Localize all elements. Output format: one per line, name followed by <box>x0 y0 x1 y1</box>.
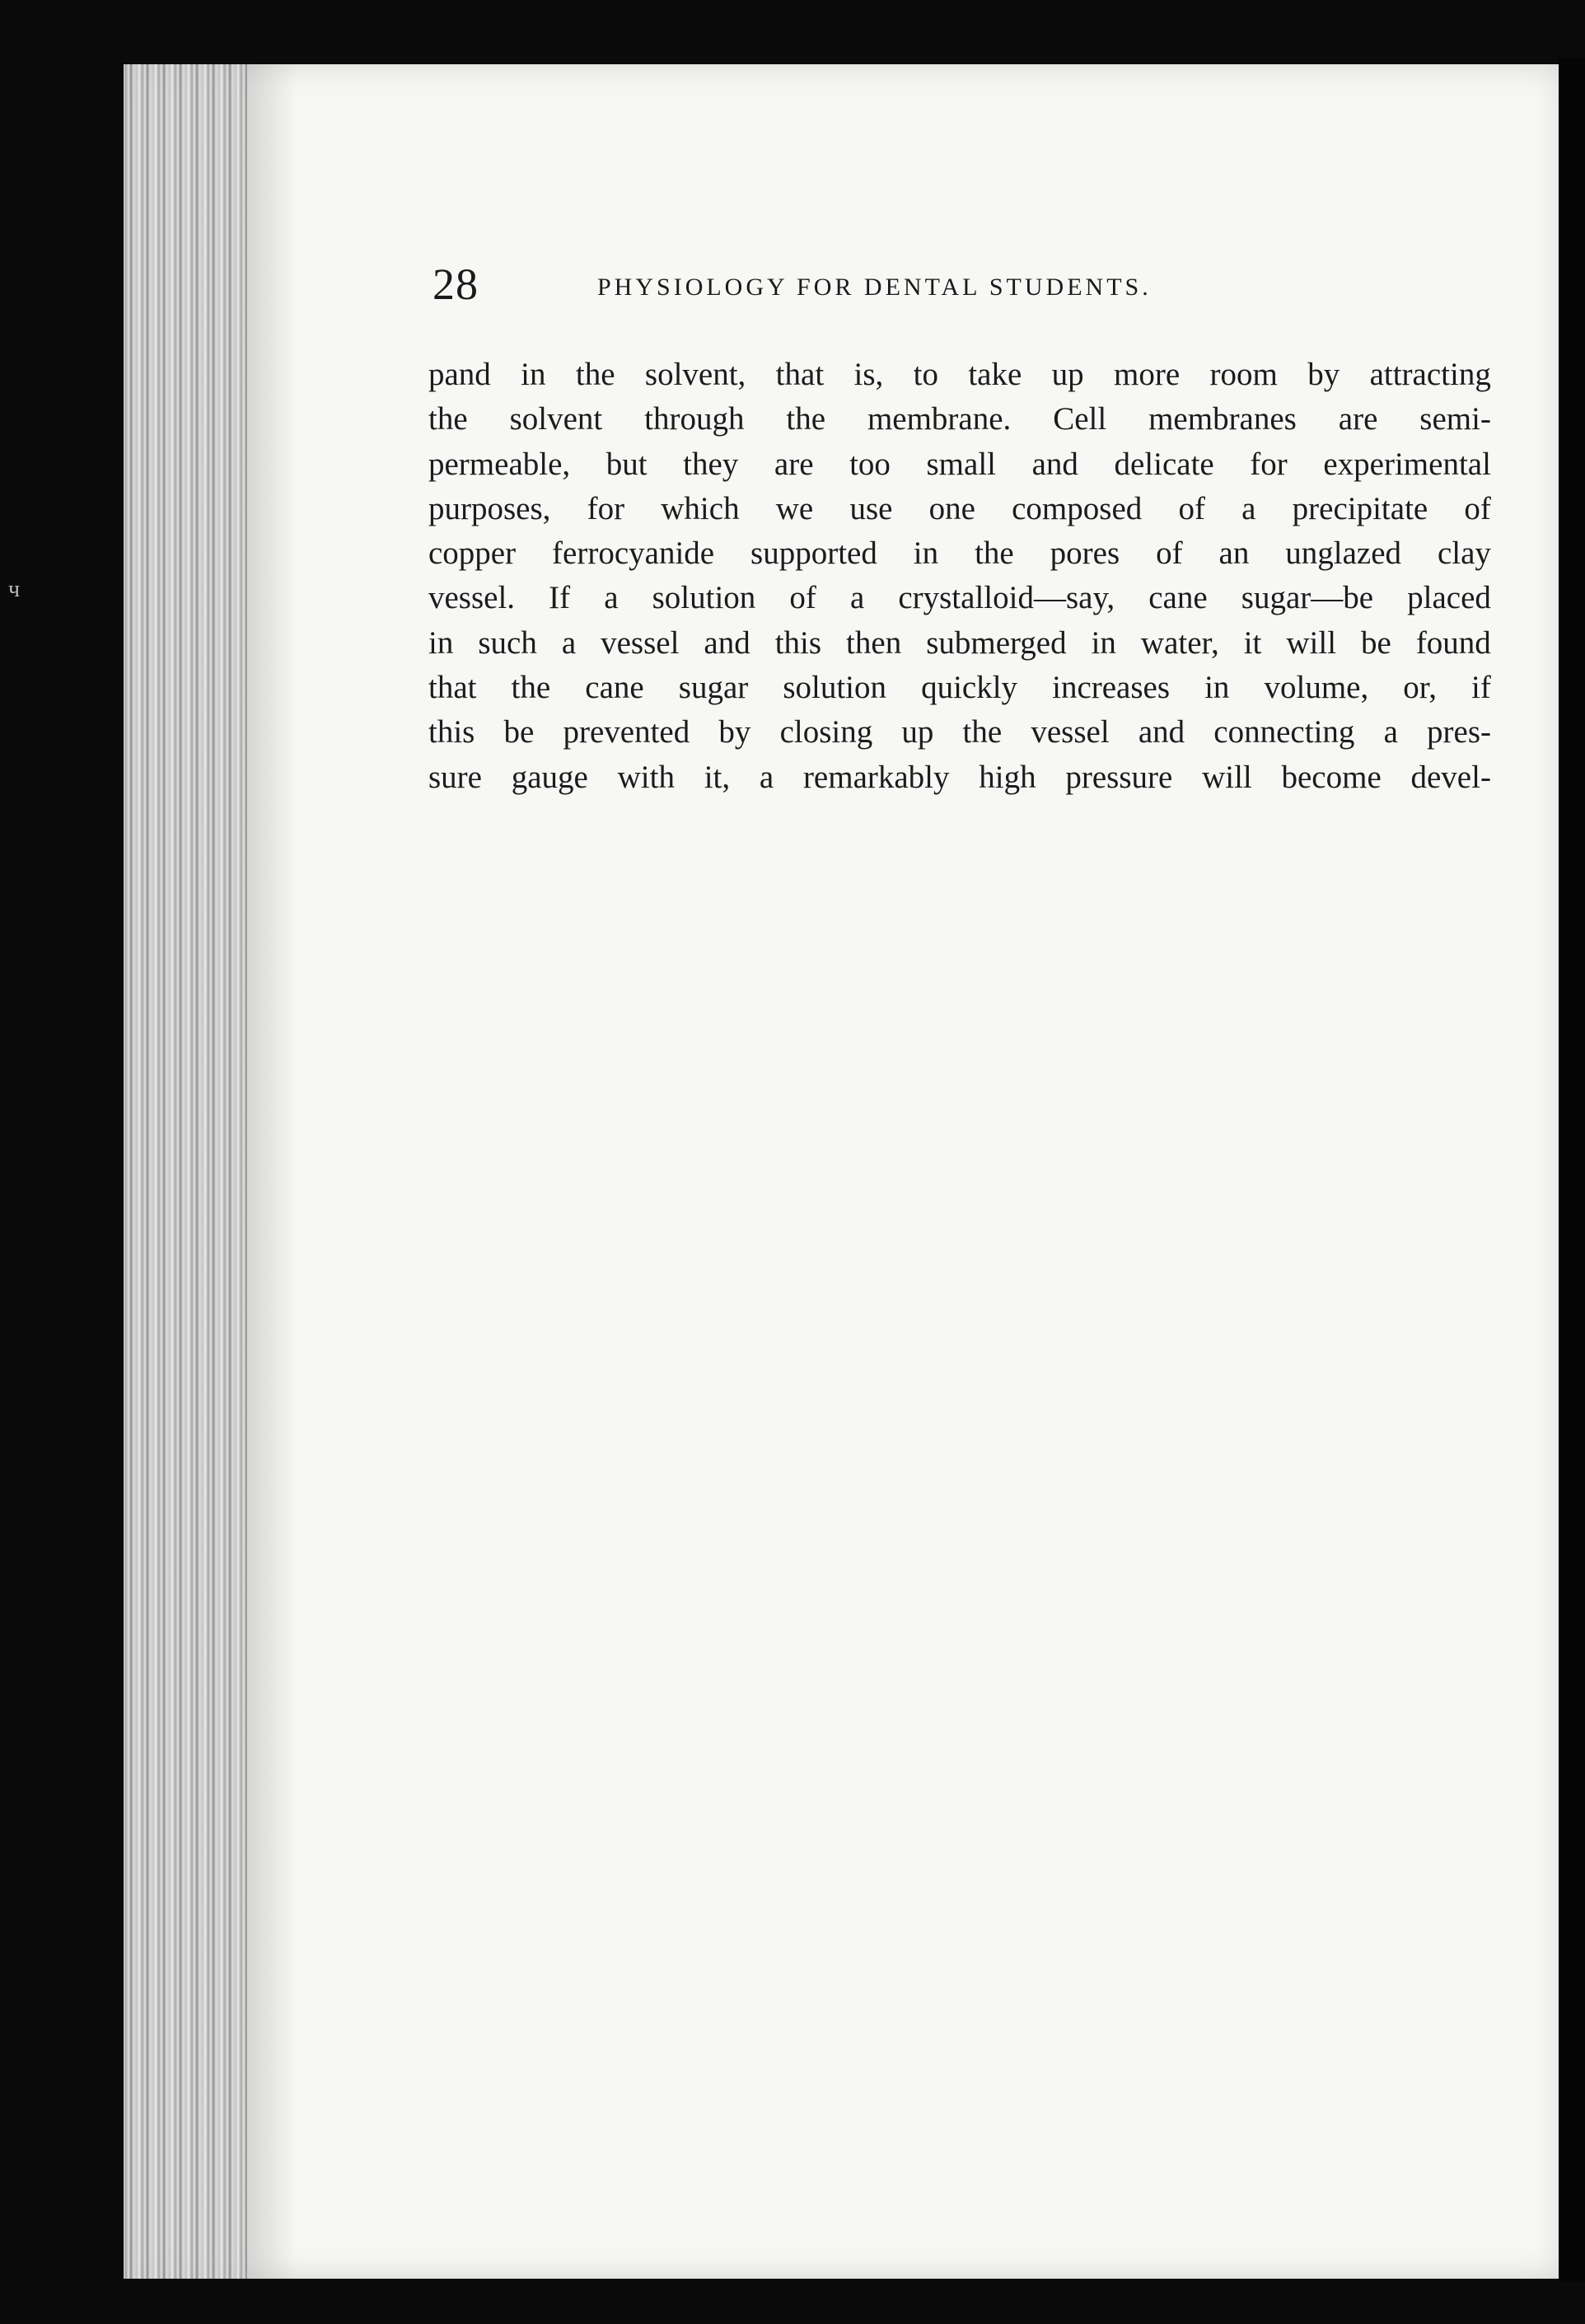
text-line <box>428 576 1491 620</box>
word: membrane. <box>867 401 1012 437</box>
text-line <box>428 353 1491 397</box>
word: then <box>846 624 902 661</box>
word: a <box>561 624 577 661</box>
word: membranes <box>1148 401 1297 437</box>
word: submerged <box>926 624 1067 661</box>
gutter-shadow <box>247 64 297 2279</box>
word: solvent, <box>644 357 746 392</box>
word: a <box>759 759 774 795</box>
word: quickly <box>921 670 1018 706</box>
word: by <box>718 714 751 751</box>
word: precipitate <box>1292 490 1428 526</box>
word: sugar—be <box>1241 580 1374 616</box>
word: room <box>1209 357 1278 392</box>
word: such <box>478 624 537 661</box>
word: take <box>968 357 1022 392</box>
word: an <box>1218 535 1250 572</box>
word: the <box>428 401 468 437</box>
word: a <box>1383 714 1398 751</box>
word: delicate <box>1114 446 1214 482</box>
word: sure <box>428 759 482 795</box>
word: water, <box>1140 624 1219 661</box>
word: more <box>1114 357 1181 392</box>
text-line <box>428 710 1491 755</box>
word: crystalloid—say, <box>898 580 1115 616</box>
word: remarkably <box>802 759 950 795</box>
word: by <box>1307 357 1340 392</box>
word: and <box>704 624 750 661</box>
word: are <box>1338 401 1378 437</box>
word: up <box>1051 357 1084 392</box>
word: a <box>604 580 619 616</box>
word: in <box>1091 624 1116 661</box>
word: of <box>1156 535 1183 572</box>
word: up <box>901 714 934 751</box>
word: use <box>849 490 893 526</box>
word: attracting <box>1369 357 1491 392</box>
word: solution <box>652 580 756 616</box>
word: are <box>774 446 814 482</box>
text-line <box>428 487 1491 531</box>
text-line <box>428 621 1491 666</box>
word: clay <box>1437 535 1491 572</box>
word: the <box>575 357 615 392</box>
word: solvent <box>509 401 603 437</box>
word: will <box>1202 759 1252 795</box>
word: this <box>774 624 822 661</box>
word: solution <box>783 670 886 706</box>
word: pand <box>428 357 491 392</box>
text-line <box>428 666 1491 710</box>
word: experimental <box>1323 446 1491 482</box>
word: pressure <box>1065 759 1173 795</box>
word: cane <box>1148 580 1208 616</box>
word: be <box>503 714 535 751</box>
body-text <box>428 353 1491 800</box>
word: through <box>644 401 745 437</box>
word: of <box>1178 490 1205 526</box>
word: vessel <box>1031 714 1110 751</box>
word: it <box>1243 624 1262 661</box>
word: sugar <box>678 670 749 706</box>
word: a <box>849 580 865 616</box>
word: is, <box>853 357 884 392</box>
word: ferrocyanide <box>552 535 715 572</box>
word: to <box>913 357 938 392</box>
word: semi- <box>1419 401 1491 437</box>
word: and <box>1031 446 1078 482</box>
word: it, <box>704 759 731 795</box>
word: in <box>1204 670 1230 706</box>
word: If <box>549 580 571 616</box>
word: pores <box>1050 535 1120 572</box>
word: the <box>786 401 826 437</box>
word: for <box>587 490 625 526</box>
word: gauge <box>511 759 588 795</box>
word: of <box>789 580 816 616</box>
word: they <box>683 446 739 482</box>
word: with <box>617 759 675 795</box>
text-line <box>428 397 1491 442</box>
running-head: PHYSIOLOGY FOR DENTAL STUDENTS. <box>597 274 1152 301</box>
word: unglazed <box>1285 535 1402 572</box>
word: or, <box>1403 670 1437 706</box>
scan-right-edge <box>1559 58 1585 2282</box>
word: but <box>605 446 648 482</box>
word: of <box>1464 490 1491 526</box>
word: we <box>775 490 814 526</box>
word: prevented <box>563 714 690 751</box>
word: vessel. <box>428 580 516 616</box>
word: high <box>979 759 1036 795</box>
word: if <box>1471 670 1491 706</box>
word: in <box>521 357 546 392</box>
word: Cell <box>1053 401 1107 437</box>
word: closing <box>779 714 873 751</box>
word: in <box>913 535 939 572</box>
word: be <box>1361 624 1391 661</box>
word: for <box>1250 446 1288 482</box>
word: and <box>1138 714 1185 751</box>
word: vessel <box>601 624 680 661</box>
word: connecting <box>1213 714 1355 751</box>
word: copper <box>428 535 517 572</box>
word: purposes, <box>428 490 551 526</box>
word: found <box>1415 624 1491 661</box>
word: in <box>428 624 454 661</box>
text-line <box>428 531 1491 576</box>
word: placed <box>1407 580 1491 616</box>
word: that <box>775 357 825 392</box>
word: devel- <box>1410 759 1491 795</box>
text-line <box>428 755 1491 800</box>
word: permeable, <box>428 446 571 482</box>
word: volume, <box>1264 670 1369 706</box>
text-line <box>428 442 1491 487</box>
word: this <box>428 714 475 751</box>
word: small <box>926 446 996 482</box>
word: the <box>962 714 1003 751</box>
page-number: 28 <box>432 260 479 309</box>
word: cane <box>585 670 644 706</box>
word: supported <box>750 535 877 572</box>
word: the <box>975 535 1014 572</box>
word: become <box>1281 759 1382 795</box>
margin-mark: ч <box>8 577 21 602</box>
word: too <box>849 446 891 482</box>
page-binding-gutter <box>124 64 247 2279</box>
word: composed <box>1012 490 1143 526</box>
word: one <box>928 490 975 526</box>
word: the <box>511 670 551 706</box>
page-header <box>432 260 1508 315</box>
word: increases <box>1052 670 1171 706</box>
word: will <box>1286 624 1337 661</box>
word: pres- <box>1427 714 1491 751</box>
word: a <box>1241 490 1256 526</box>
word: which <box>661 490 740 526</box>
word: that <box>428 670 477 706</box>
